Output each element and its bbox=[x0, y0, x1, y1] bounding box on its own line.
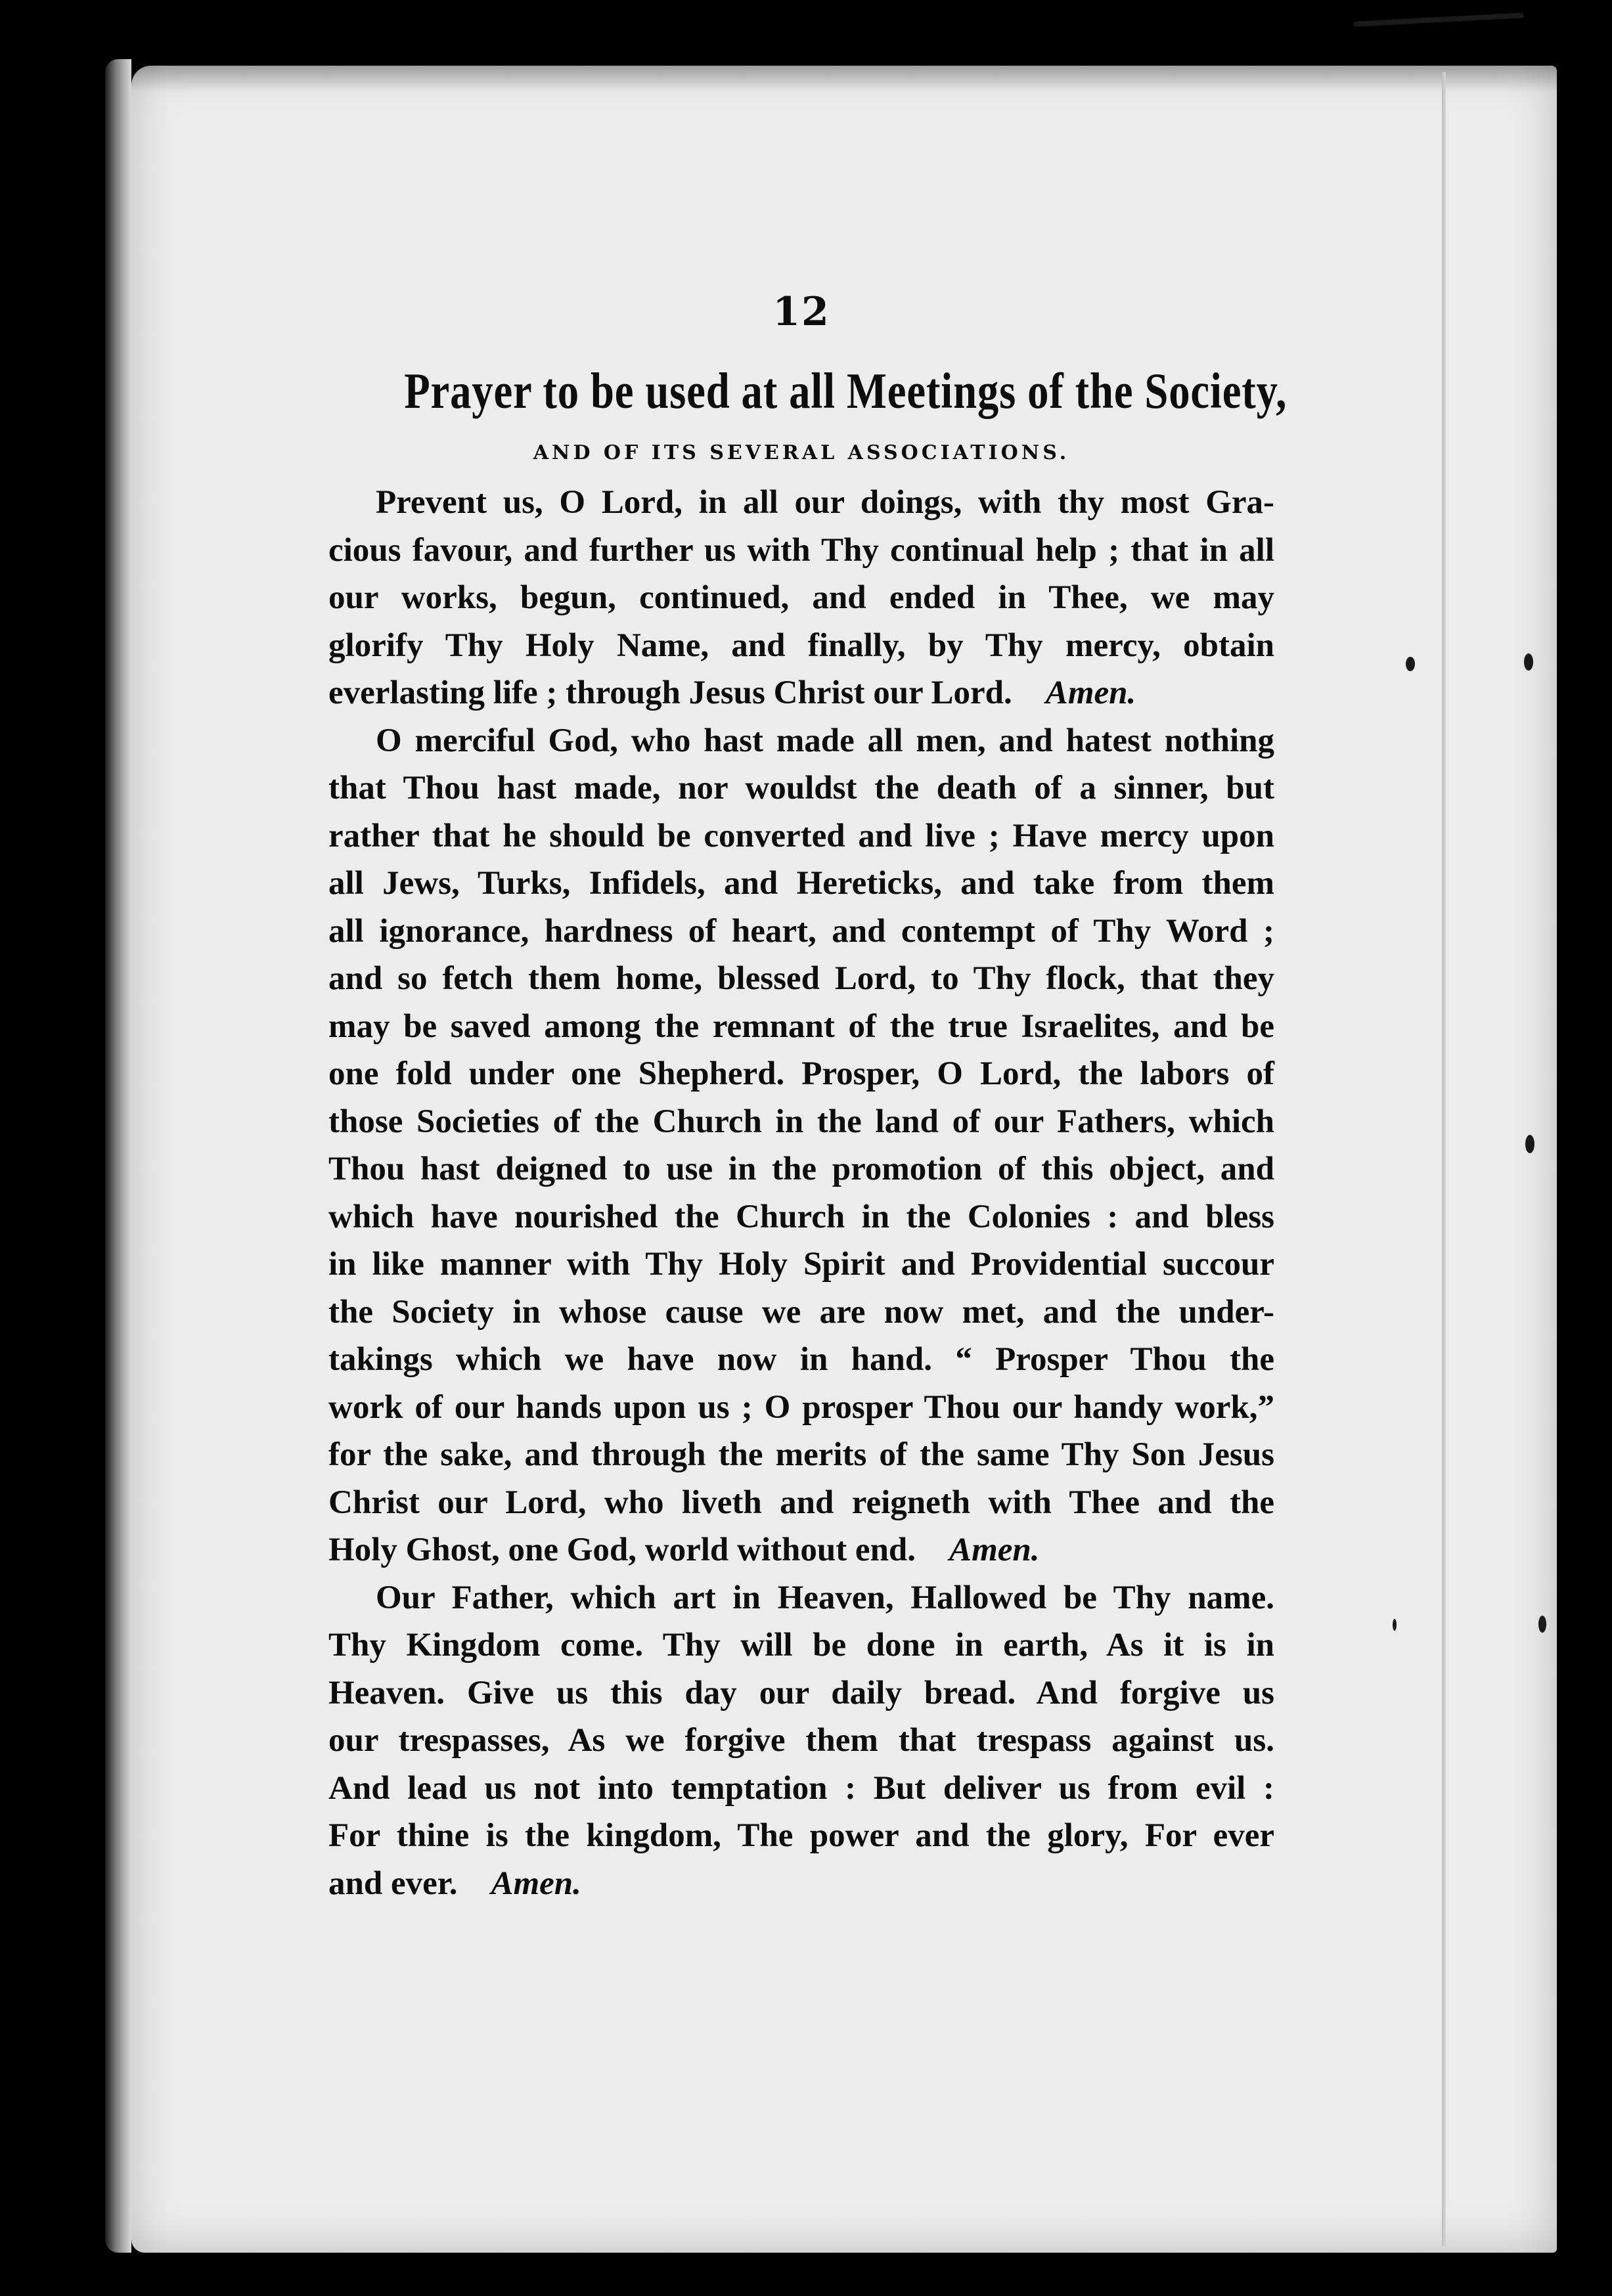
amen-closing: Amen. bbox=[491, 1865, 581, 1902]
text-line: glorify Thy Holy Name, and finally, by Thy mercy, obtain bbox=[328, 627, 1274, 664]
text-line: all Jews, Turks, Infidels, and Hereticks, and take from them bbox=[328, 865, 1274, 902]
page-title: Prayer to be used at all Meetings of the Society, bbox=[404, 363, 1287, 419]
page-gutter bbox=[1442, 72, 1446, 2246]
text-line: which have nourished the Church in the Colonies : and bless bbox=[328, 1198, 1274, 1235]
text-line: and ever. Amen. bbox=[328, 1865, 581, 1902]
text-line: Christ our Lord, who liveth and reigneth with Thee and the bbox=[328, 1484, 1274, 1521]
page-content bbox=[328, 289, 1287, 1907]
text-line: may be saved among the remnant of the true Israelites, and be bbox=[328, 1007, 1274, 1045]
amen-closing: Amen. bbox=[949, 1532, 1040, 1568]
text-line: O merciful God, who hast made all men, and hatest nothing bbox=[376, 722, 1274, 759]
text-line: all ignorance, hardness of heart, and contempt of Thy Word ; bbox=[328, 912, 1274, 950]
text-line: in like manner with Thy Holy Spirit and Providential succour bbox=[328, 1246, 1274, 1283]
scan-mark bbox=[1538, 1616, 1546, 1633]
paragraph bbox=[328, 717, 1274, 1574]
text-line: one fold under one Shepherd. Prosper, O Lord, the labors of bbox=[328, 1055, 1274, 1092]
text-line: and so fetch them home, blessed Lord, to Thy flock, that they bbox=[328, 960, 1274, 997]
scan-mark bbox=[1393, 1619, 1397, 1631]
text-line: those Societies of the Church in the land of our Fathers, which bbox=[328, 1103, 1274, 1140]
text-line: our works, begun, continued, and ended in Thee, we may bbox=[328, 579, 1274, 616]
scan-mark bbox=[1406, 657, 1415, 671]
page-left-edge bbox=[105, 59, 131, 2253]
page-subtitle: AND OF ITS SEVERAL ASSOCIATIONS. bbox=[533, 441, 1070, 464]
text-line: Holy Ghost, one God, world without end. Amen. bbox=[328, 1532, 1040, 1568]
page-number: 12 bbox=[772, 289, 830, 335]
text-line: Our Father, which art in Heaven, Hallowed be Thy name. bbox=[376, 1579, 1274, 1616]
text-line: For thine is the kingdom, The power and the glory, For ever bbox=[328, 1817, 1274, 1854]
text-line: takings which we have now in hand. “ Prosper Thou the bbox=[328, 1341, 1274, 1378]
text-line: Thy Kingdom come. Thy will be done in earth, As it is in bbox=[328, 1627, 1274, 1664]
text-line: Heaven. Give us this day our daily bread. And forgive us bbox=[328, 1674, 1274, 1711]
text-line: work of our hands upon us ; O prosper Thou our handy work,” bbox=[328, 1388, 1274, 1426]
text-line: the Society in whose cause we are now met, and the under- bbox=[328, 1293, 1274, 1331]
prayer-text bbox=[328, 479, 1274, 1907]
scan-mark bbox=[1524, 653, 1533, 671]
text-line: for the sake, and through the merits of the same Thy Son Jesus bbox=[328, 1436, 1274, 1473]
scan-mark bbox=[1353, 12, 1524, 27]
amen-closing: Amen. bbox=[1045, 674, 1136, 711]
scan-mark bbox=[1525, 1135, 1534, 1153]
page-top-shadow bbox=[131, 66, 1557, 92]
text-line: rather that he should be converted and live ; Have mercy upon bbox=[328, 817, 1274, 854]
paragraph bbox=[328, 1574, 1274, 1908]
text-line: cious favour, and further us with Thy continual help ; that in all bbox=[328, 531, 1274, 569]
paragraph bbox=[328, 479, 1274, 717]
text-line: And lead us not into temptation : But deliver us from evil : bbox=[328, 1769, 1274, 1807]
text-line: our trespasses, As we forgive them that trespass against us. bbox=[328, 1722, 1274, 1759]
text-line: Thou hast deigned to use in the promotion of this object, and bbox=[328, 1151, 1274, 1187]
text-line: that Thou hast made, nor wouldst the death of a sinner, but bbox=[328, 770, 1274, 806]
text-line: Prevent us, O Lord, in all our doings, with thy most Gra- bbox=[376, 484, 1274, 521]
text-line: everlasting life ; through Jesus Christ our Lord. Amen. bbox=[328, 674, 1136, 711]
